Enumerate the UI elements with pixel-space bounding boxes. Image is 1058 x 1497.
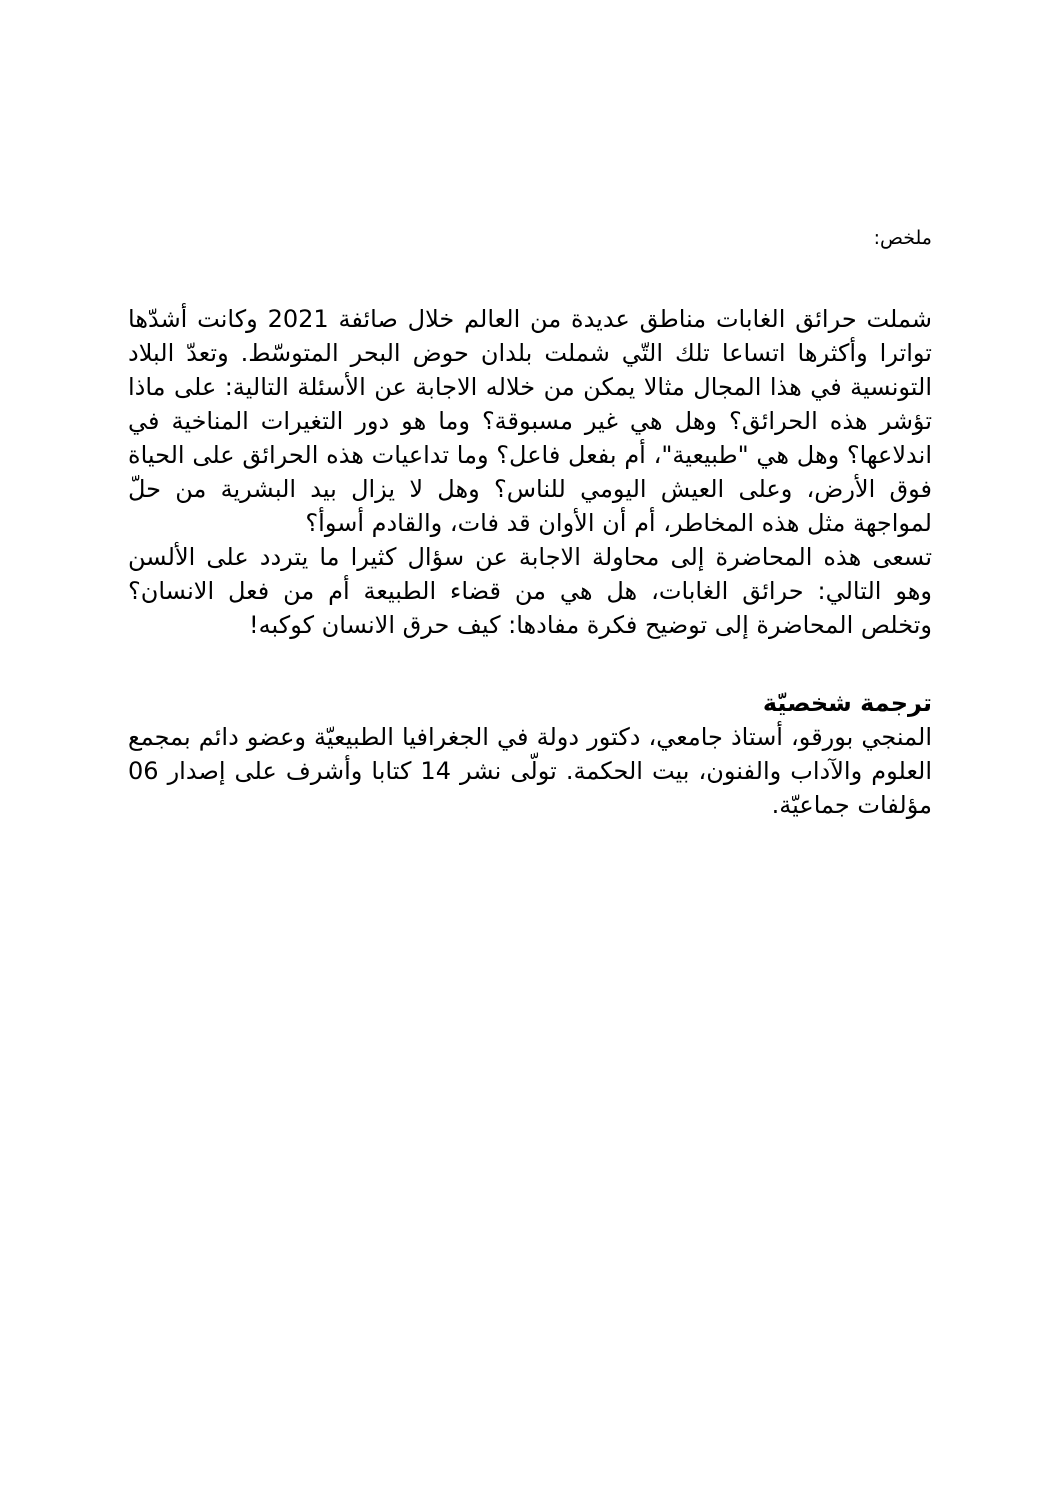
bio-paragraph: المنجي بورقو، أستاذ جامعي، دكتور دولة في الجغرافيا الطبيعيّة وعضو دائم بمجمع العلوم والآداب والفنون، بيت الحكمة. تولّى نشر 14 كتابا وأشرف على إصدار 06 مؤلفات جماعيّة. bbox=[128, 723, 932, 819]
summary-paragraph-1: شملت حرائق الغابات مناطق عديدة من العالم خلال صائفة 2021 وكانت أشدّها تواترا وأكثرها اتساعا تلك التّي شملت بلدان حوض البحر المتوسّط. وتعدّ البلاد التونسية في هذا المجال مثالا يمكن من خلاله الاجابة عن الأسئلة التالية: على ماذا تؤشر هذه الحرائق؟ وهل هي غير مسبوقة؟ وما هو دور التغيرات المناخية في اندلاعها؟ وهل هي "طبيعية"، أم بفعل فاعل؟ وما تداعيات هذه الحرائق على الحياة فوق الأرض، وعلى العيش اليومي للناس؟ وهل لا يزال بيد البشرية من حلّ لمواجهة مثل هذه المخاطر، أم أن الأوان قد فات، والقادم أسوأ؟ bbox=[128, 305, 932, 537]
summary-label: ملخص: bbox=[873, 227, 932, 249]
summary-body bbox=[128, 302, 932, 642]
summary-paragraph-2: تسعى هذه المحاضرة إلى محاولة الاجابة عن سؤال كثيرا ما يتردد على الألسن وهو التالي: حرائق الغابات، هل هي من قضاء الطبيعة أم من فعل الانسان؟ وتخلص المحاضرة إلى توضيح فكرة مفادها: كيف حرق الانسان كوكبه! bbox=[128, 543, 932, 639]
bio-heading: ترجمة شخصيّة bbox=[762, 689, 932, 717]
document-content bbox=[128, 224, 932, 822]
